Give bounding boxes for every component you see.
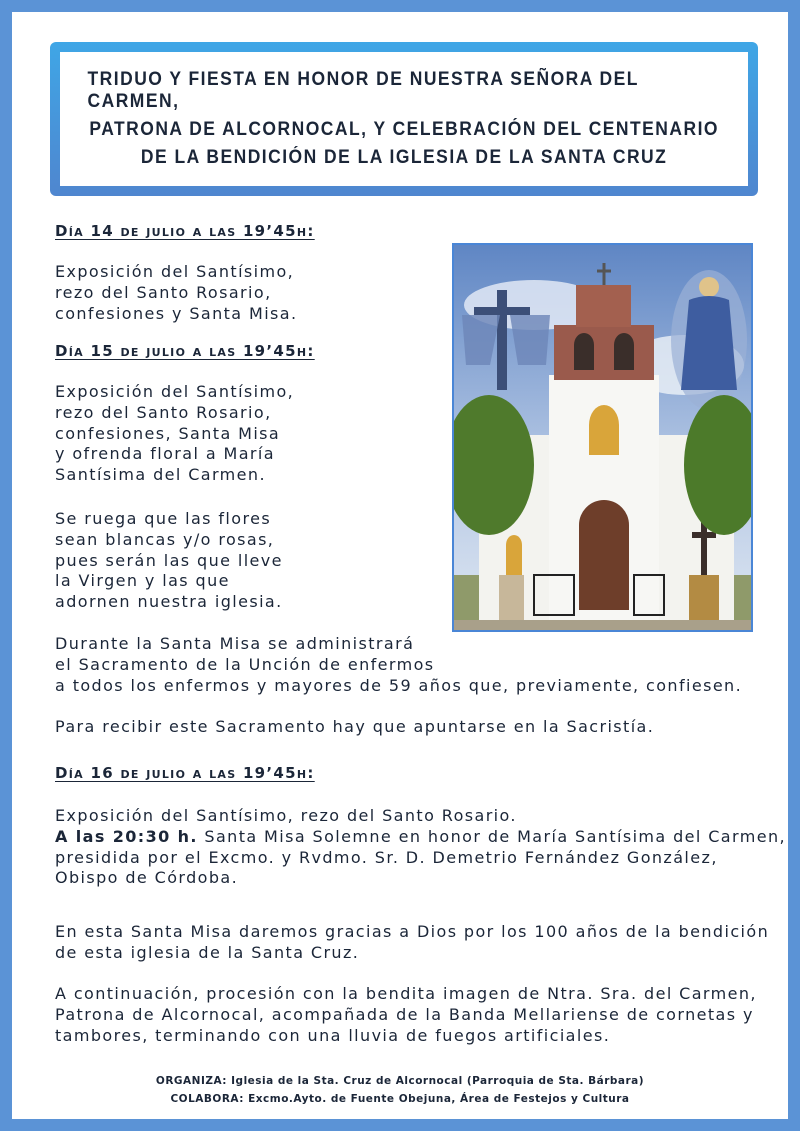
day16-text (55, 806, 786, 889)
text-line: Santísima del Carmen. (55, 465, 266, 485)
text-line: de esta iglesia de la Santa Cruz. (55, 942, 360, 962)
text-line: adornen nuestra iglesia. (55, 592, 283, 612)
text-line: presidida por el Excmo. y Rvdmo. Sr. D. Demetrio Fernández González, (55, 847, 718, 867)
text-line: A continuación, procesión con la bendita imagen de Ntra. Sra. del Carmen, (55, 984, 757, 1003)
day14-text (55, 262, 297, 324)
unction-note (55, 634, 742, 696)
text-line: confesiones, Santa Misa (55, 423, 281, 443)
mass-time: A las 20:30 h. (55, 826, 198, 846)
text-line: Obispo de Córdoba. (55, 868, 239, 888)
church-photo (452, 243, 753, 632)
organiza-line: ORGANIZA: Iglesia de la Sta. Cruz de Alcornocal (Parroquia de Sta. Bárbara) (155, 1075, 645, 1087)
text-line: sean blancas y/o rosas, (55, 529, 275, 549)
title-line: PATRONA DE ALCORNOCAL, Y CELEBRACIÓN DEL CENTENARIO (89, 119, 719, 140)
signup-note (55, 717, 654, 738)
text-line: tambores, terminando con una lluvia de fuegos artificiales. (55, 1025, 611, 1045)
text-line: En esta Santa Misa daremos gracias a Dios por los 100 años de la bendición (55, 922, 770, 941)
footer (0, 1072, 800, 1108)
thanks-note (55, 922, 769, 964)
day15-header: Día 15 de julio a las 19’45h: (55, 342, 315, 360)
text-line: la Virgen y las que (55, 571, 230, 591)
text-line: a todos los enfermos y mayores de 59 años que, previamente, confiesen. (55, 675, 743, 695)
text-line: Exposición del Santísimo, rezo del Santo Rosario. (55, 806, 517, 825)
text-line: Exposición del Santísimo, (55, 382, 295, 401)
day15-text (55, 382, 294, 486)
text-line: pues serán las que lleve (55, 550, 283, 570)
day14-header: Día 14 de julio a las 19’45h: (55, 222, 315, 240)
text-line: el Sacramento de la Unción de enfermos (55, 654, 435, 674)
text-line: rezo del Santo Rosario, (55, 402, 272, 422)
text-line: rezo del Santo Rosario, (55, 282, 272, 302)
text-line (55, 827, 786, 848)
procession-note (55, 984, 757, 1046)
day16-header: Día 16 de julio a las 19’45h: (55, 764, 315, 782)
title-line: DE LA BENDICIÓN DE LA IGLESIA DE LA SANTA CRUZ (140, 147, 668, 168)
text-line: Exposición del Santísimo, (55, 262, 295, 281)
mass-text: Santa Misa Solemne en honor de María Santísima del Carmen, (197, 826, 786, 846)
virgin-image (671, 270, 747, 410)
text-line: Patrona de Alcornocal, acompañada de la Banda Mellariense de cornetas y (55, 1004, 754, 1024)
text-line: y ofrenda floral a María (55, 444, 275, 464)
title-line: TRIDUO Y FIESTA EN HONOR DE NUESTRA SEÑORA DEL CARMEN, (87, 69, 639, 112)
text-line: Durante la Santa Misa se administrará (55, 634, 415, 653)
text-line: confesiones y Santa Misa. (55, 303, 298, 323)
colabora-line: COLABORA: Excmo.Ayto. de Fuente Obejuna, Área de Festejos y Cultura (170, 1093, 630, 1105)
text-line: Para recibir este Sacramento hay que apuntarse en la Sacristía. (55, 717, 655, 736)
flowers-note (55, 509, 283, 613)
title-box (50, 42, 758, 196)
text-line: Se ruega que las flores (55, 509, 272, 528)
